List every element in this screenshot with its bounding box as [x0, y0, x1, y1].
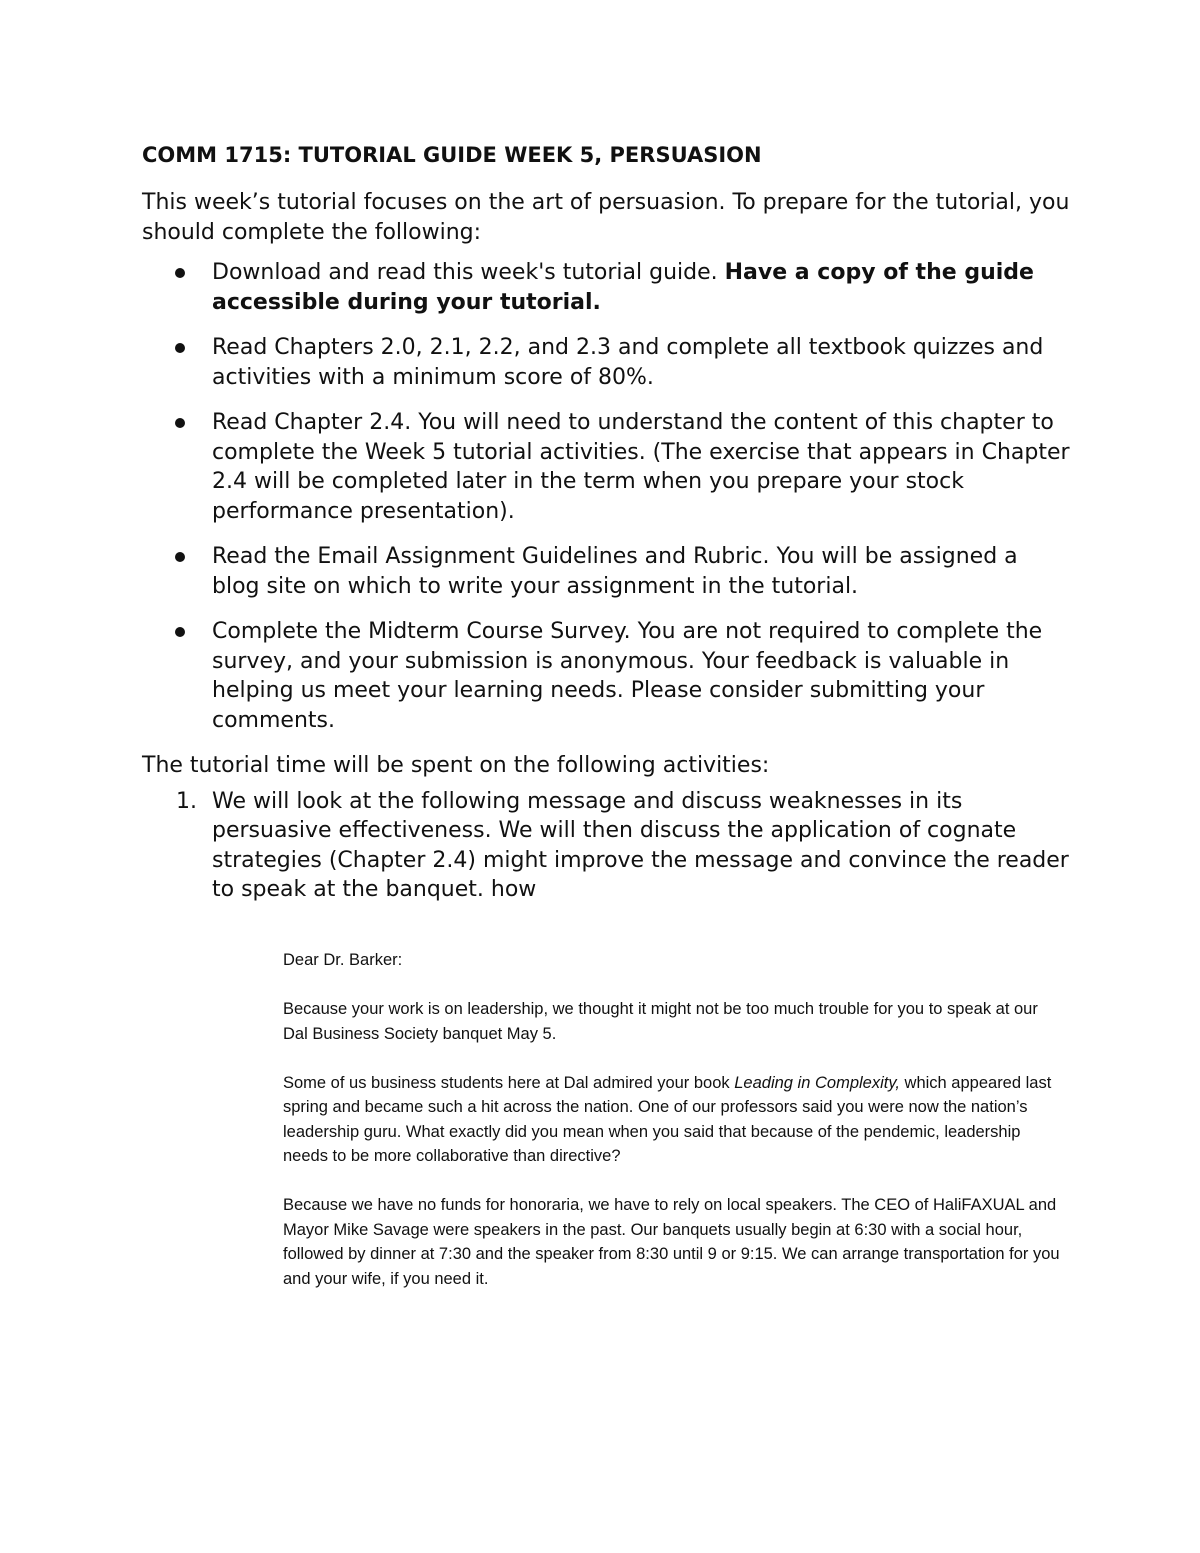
activity-number: 1.	[176, 788, 197, 814]
intro-paragraph: This week’s tutorial focuses on the art of persuasion. To prepare for the tutorial, you should complete the following:	[142, 190, 1070, 245]
bullet-icon	[175, 343, 185, 353]
list-item	[142, 258, 1072, 317]
letter-text: Some of us business students here at Dal admired your book	[283, 1073, 735, 1092]
letter-paragraph: Because your work is on leadership, we thought it might not be too much trouble for you to speak at our Dal Business Society banquet May 5.	[283, 1000, 1038, 1043]
letter-paragraph: Because we have no funds for honoraria, we have to rely on local speakers. The CEO of HaliFAXUAL and Mayor Mike Savage were speakers in the past. Our banquets usually begin at 6:30 with a social hour, followed by dinner at 7:30 and the speaker from 8:30 until 9 or 9:15. We can arrange transportation for you and your wife, if you need it.	[283, 1196, 1060, 1288]
list-item	[142, 408, 1072, 526]
sample-letter	[283, 948, 1063, 1316]
list-item-text: Complete the Midterm Course Survey. You are not required to complete the survey, and your submission is anonymous. Your feedback is valuable in helping us meet your learning needs. Please consider submitting your comments.	[212, 619, 1043, 733]
list-item	[142, 333, 1072, 392]
preparation-list	[142, 258, 1072, 735]
list-item-text: Read Chapters 2.0, 2.1, 2.2, and 2.3 and complete all textbook quizzes and activities with a minimum score of 80%.	[212, 335, 1044, 390]
activity-text: We will look at the following message and discuss weaknesses in its persuasive effectiveness. We will then discuss the application of cognate strategies (Chapter 2.4) might improve the message and convince the reader to speak at the banquet. how	[212, 788, 1069, 902]
tutorial-guide-body	[142, 140, 1072, 905]
bullet-icon	[175, 418, 185, 428]
activities-list	[142, 787, 1072, 905]
activities-intro: The tutorial time will be spent on the following activities:	[142, 753, 770, 778]
activity-item	[142, 787, 1072, 905]
book-title: Leading in Complexity,	[734, 1073, 900, 1092]
list-item	[142, 617, 1072, 735]
bullet-icon	[175, 627, 185, 637]
letter-text: which appeared last spring and became such a hit across the nation. One of our professors said you were now the nation’s leadership guru. What exactly did you mean when you said that because of the pendemic, leadership needs to be more collaborative than directive?	[283, 1073, 1052, 1165]
bullet-icon	[175, 268, 185, 278]
letter-salutation: Dear Dr. Barker:	[283, 951, 403, 969]
list-item-text: Read Chapter 2.4. You will need to understand the content of this chapter to complete the Week 5 tutorial activities. (The exercise that appears in Chapter 2.4 will be completed later in the term when you prepare your stock performance presentation).	[212, 410, 1070, 524]
list-item-text: Read the Email Assignment Guidelines and Rubric. You will be assigned a blog site on which to write your assignment in the tutorial.	[212, 544, 1018, 599]
bullet-icon	[175, 552, 185, 562]
list-item	[142, 542, 1072, 601]
list-item-text: Download and read this week's tutorial guide.	[212, 260, 725, 285]
document-title: COMM 1715: TUTORIAL GUIDE WEEK 5, PERSUASION	[142, 143, 762, 167]
list-item-emphasis: Have a copy of the guide accessible during your tutorial.	[212, 260, 1034, 315]
letter-paragraph	[283, 1071, 1063, 1169]
